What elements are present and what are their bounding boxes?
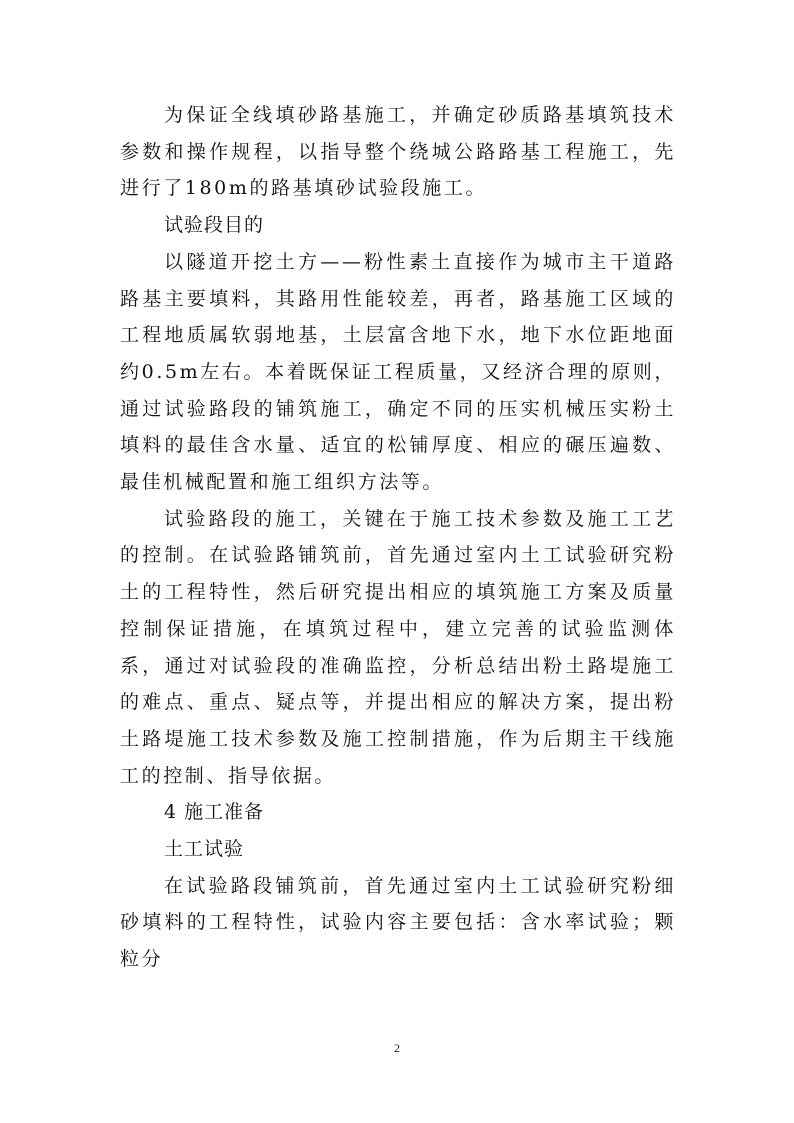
body-paragraph: 试验路段的施工，关键在于施工技术参数及施工工艺的控制。在试验路铺筑前，首先通过室内土工试验研究粉土的工程特性，然后研究提出相应的填筑施工方案及质量控制保证措施，在填筑过程中，建立完善的试验监测体系，通过对试验段的准确监控，分析总结出粉土路堤施工的难点、重点、疑点等，并提出相应的解决方案，提出粉土路堤施工技术参数及施工控制措施，作为后期主干线施工的控制、指导依据。 [120,507,676,787]
section-heading: 试验段目的 [164,214,265,237]
body-paragraph: 为保证全线填砂路基施工，并确定砂质路基填筑技术参数和操作规程，以指导整个绕城公路路基工程施工，先进行了180m的路基填砂试验段施工。 [120,104,676,200]
page-number: 2 [394,1041,400,1055]
section-heading: 土工试验 [164,838,245,861]
body-paragraph: 以隧道开挖土方——粉性素土直接作为城市主干道路路基主要填料，其路用性能较差，再者，路基施工区域的工程地质属软弱地基，土层富含地下水，地下水位距地面约0.5m左右。本着既保证工程质量，又经济合理的原则，通过试验路段的铺筑施工，确定不同的压实机械压实粉土填料的最佳含水量、适宜的松铺厚度、相应的碾压遍数、最佳机械配置和施工组织方法等。 [120,250,676,494]
document-body [120,97,676,978]
section-heading: 4 施工准备 [164,801,265,824]
body-paragraph: 在试验路段铺筑前，首先通过室内土工试验研究粉细砂填料的工程特性，试验内容主要包括：含水率试验；颗粒分 [120,874,676,971]
